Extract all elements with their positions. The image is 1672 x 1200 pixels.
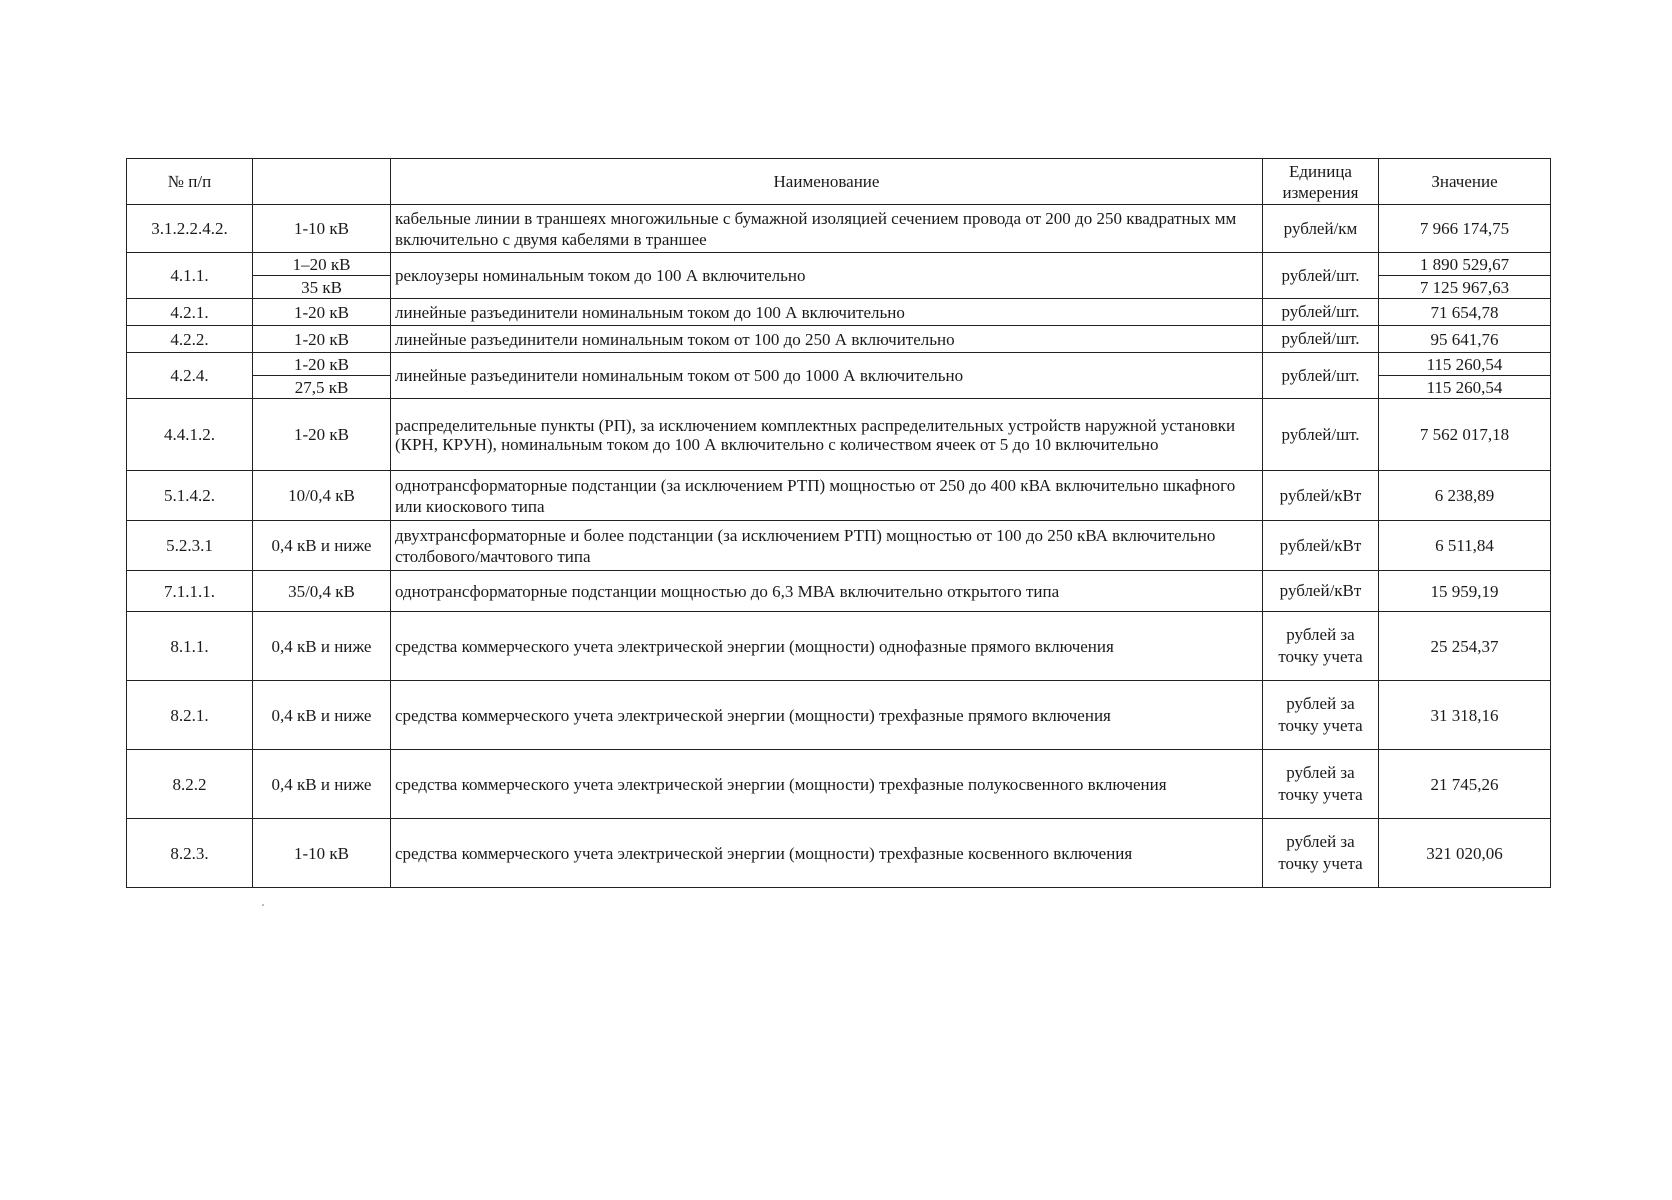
row-unit: рублей за точку учета bbox=[1263, 612, 1379, 681]
row-value: 7 966 174,75 bbox=[1379, 205, 1551, 253]
row-unit: рублей/кВт bbox=[1263, 571, 1379, 612]
table-row bbox=[127, 521, 1551, 571]
row-unit: рублей за точку учета bbox=[1263, 681, 1379, 750]
row-value: 7 562 017,18 bbox=[1379, 399, 1551, 471]
row-unit: рублей/кВт bbox=[1263, 471, 1379, 521]
table-row bbox=[127, 471, 1551, 521]
row-voltage: 0,4 кВ и ниже bbox=[253, 521, 391, 571]
row-name: распределительные пункты (РП), за исключением комплектных распределительных устройств наружной установки (КРН, КРУН), номинальным током до 100 А включительно с количеством ячеек от 5 до 10 включительно bbox=[391, 399, 1263, 471]
table-row bbox=[127, 205, 1551, 253]
row-value: 71 654,78 bbox=[1379, 299, 1551, 326]
row-voltage: 0,4 кВ и ниже bbox=[253, 612, 391, 681]
row-name: средства коммерческого учета электрической энергии (мощности) трехфазные косвенного включения bbox=[391, 819, 1263, 888]
table-row bbox=[127, 681, 1551, 750]
row-value: 6 238,89 bbox=[1379, 471, 1551, 521]
row-value: 21 745,26 bbox=[1379, 750, 1551, 819]
table-row bbox=[127, 326, 1551, 353]
row-number: 5.2.3.1 bbox=[127, 521, 253, 571]
row-name: однотрансформаторные подстанции мощностью до 6,3 МВА включительно открытого типа bbox=[391, 571, 1263, 612]
row-name: реклоузеры номинальным током до 100 А включительно bbox=[391, 253, 1263, 299]
header-voltage bbox=[253, 159, 391, 205]
row-number: 8.2.1. bbox=[127, 681, 253, 750]
row-name: кабельные линии в траншеях многожильные с бумажной изоляцией сечением провода от 200 до 250 квадратных мм включительно с двумя кабелями в траншее bbox=[391, 205, 1263, 253]
row-unit: рублей/шт. bbox=[1263, 299, 1379, 326]
table-row bbox=[127, 353, 1551, 376]
row-name: средства коммерческого учета электрической энергии (мощности) трехфазные прямого включения bbox=[391, 681, 1263, 750]
header-number: № п/п bbox=[127, 159, 253, 205]
row-voltage-secondary: 27,5 кВ bbox=[253, 376, 391, 399]
row-unit: рублей/шт. bbox=[1263, 399, 1379, 471]
row-name: средства коммерческого учета электрической энергии (мощности) однофазные прямого включения bbox=[391, 612, 1263, 681]
table-row bbox=[127, 299, 1551, 326]
row-number: 4.2.1. bbox=[127, 299, 253, 326]
row-number: 8.2.2 bbox=[127, 750, 253, 819]
row-number: 5.1.4.2. bbox=[127, 471, 253, 521]
table-row bbox=[127, 571, 1551, 612]
row-voltage: 1-10 кВ bbox=[253, 205, 391, 253]
row-name: линейные разъединители номинальным током до 100 А включительно bbox=[391, 299, 1263, 326]
table-row bbox=[127, 253, 1551, 276]
row-voltage: 1-20 кВ bbox=[253, 299, 391, 326]
row-value-secondary: 115 260,54 bbox=[1379, 376, 1551, 399]
row-number: 8.1.1. bbox=[127, 612, 253, 681]
row-name: линейные разъединители номинальным током от 500 до 1000 А включительно bbox=[391, 353, 1263, 399]
row-value: 6 511,84 bbox=[1379, 521, 1551, 571]
row-unit: рублей/кВт bbox=[1263, 521, 1379, 571]
table-row bbox=[127, 819, 1551, 888]
row-voltage: 1-20 кВ bbox=[253, 399, 391, 471]
row-number: 4.4.1.2. bbox=[127, 399, 253, 471]
row-voltage: 1-20 кВ bbox=[253, 326, 391, 353]
row-value: 15 959,19 bbox=[1379, 571, 1551, 612]
table-row bbox=[127, 612, 1551, 681]
header-value: Значение bbox=[1379, 159, 1551, 205]
row-unit: рублей за точку учета bbox=[1263, 750, 1379, 819]
row-unit: рублей/шт. bbox=[1263, 253, 1379, 299]
row-number: 7.1.1.1. bbox=[127, 571, 253, 612]
scan-speck bbox=[262, 904, 264, 906]
row-voltage: 1-20 кВ bbox=[253, 353, 391, 376]
row-unit: рублей/км bbox=[1263, 205, 1379, 253]
table-row bbox=[127, 399, 1551, 471]
row-value: 321 020,06 bbox=[1379, 819, 1551, 888]
table-row bbox=[127, 750, 1551, 819]
header-unit: Единица измерения bbox=[1263, 159, 1379, 205]
row-value: 25 254,37 bbox=[1379, 612, 1551, 681]
row-number: 4.2.4. bbox=[127, 353, 253, 399]
row-voltage: 1–20 кВ bbox=[253, 253, 391, 276]
row-number: 4.1.1. bbox=[127, 253, 253, 299]
header-name: Наименование bbox=[391, 159, 1263, 205]
row-voltage: 35/0,4 кВ bbox=[253, 571, 391, 612]
row-number: 4.2.2. bbox=[127, 326, 253, 353]
row-name: линейные разъединители номинальным током от 100 до 250 А включительно bbox=[391, 326, 1263, 353]
row-value: 95 641,76 bbox=[1379, 326, 1551, 353]
table-header-row bbox=[127, 159, 1551, 205]
row-name: средства коммерческого учета электрической энергии (мощности) трехфазные полукосвенного включения bbox=[391, 750, 1263, 819]
row-value: 1 890 529,67 bbox=[1379, 253, 1551, 276]
row-unit: рублей за точку учета bbox=[1263, 819, 1379, 888]
row-voltage: 10/0,4 кВ bbox=[253, 471, 391, 521]
row-voltage: 0,4 кВ и ниже bbox=[253, 750, 391, 819]
row-voltage: 0,4 кВ и ниже bbox=[253, 681, 391, 750]
row-voltage-secondary: 35 кВ bbox=[253, 276, 391, 299]
row-name: однотрансформаторные подстанции (за исключением РТП) мощностью от 250 до 400 кВА включительно шкафного или киоскового типа bbox=[391, 471, 1263, 521]
row-number: 8.2.3. bbox=[127, 819, 253, 888]
row-voltage: 1-10 кВ bbox=[253, 819, 391, 888]
tariff-table bbox=[126, 158, 1551, 888]
row-unit: рублей/шт. bbox=[1263, 326, 1379, 353]
row-value-secondary: 7 125 967,63 bbox=[1379, 276, 1551, 299]
row-name: двухтрансформаторные и более подстанции (за исключением РТП) мощностью от 100 до 250 кВА включительно столбового/мачтового типа bbox=[391, 521, 1263, 571]
row-number: 3.1.2.2.4.2. bbox=[127, 205, 253, 253]
row-unit: рублей/шт. bbox=[1263, 353, 1379, 399]
row-value: 115 260,54 bbox=[1379, 353, 1551, 376]
row-value: 31 318,16 bbox=[1379, 681, 1551, 750]
